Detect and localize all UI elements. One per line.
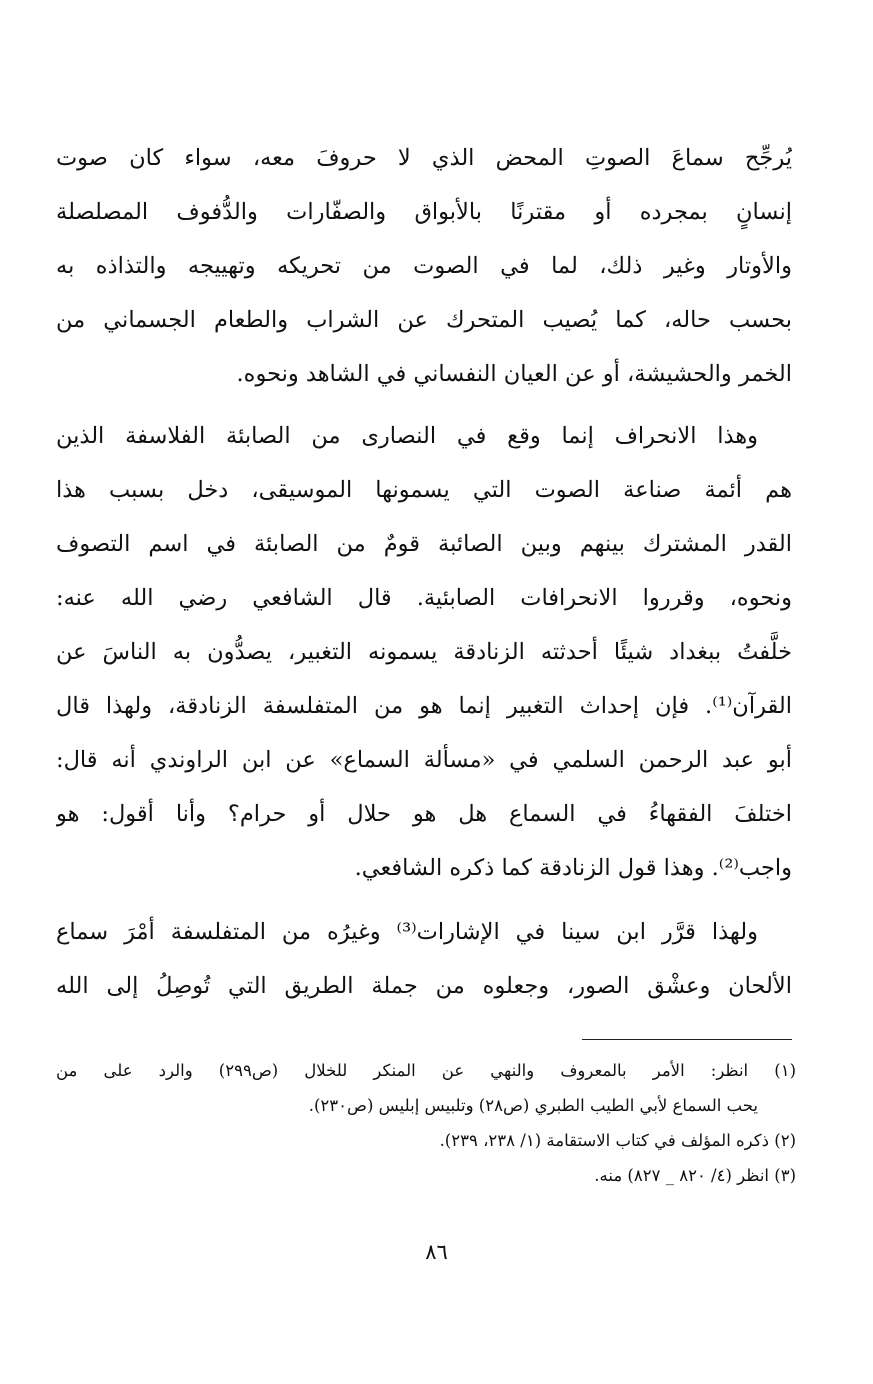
- text-line: إنسانٍ بمجرده أو مقترنًا بالأبواق والصفّارات والدُّفوف المصلصلة: [56, 199, 792, 225]
- footnote-separator: [582, 1039, 792, 1040]
- text-line: اختلفَ الفقهاءُ في السماع هل هو حلال أو حرام؟ وأنا أقول: هو: [56, 801, 792, 827]
- paragraph: [56, 131, 792, 401]
- footnote-1-continued: يحب السماع لأبي الطيب الطبري (ص٢٨) وتلبيس إبليس (ص٢٣٠).: [308, 1096, 758, 1115]
- text-line: والأوتار وغير ذلك، لما في الصوت من تحريكه وتهييجه والتذاذه به: [56, 253, 792, 279]
- text-line: هم أئمة صناعة الصوت التي يسمونها الموسيقى، دخل بسبب هذا: [56, 477, 792, 503]
- text-line: الخمر والحشيشة، أو عن العيان النفساني في الشاهد ونحوه.: [236, 361, 792, 387]
- text-line: الألحان وعشْق الصور، وجعلوه من جملة الطريق التي تُوصِلُ إلى الله: [56, 973, 792, 999]
- footnote-1: (١) انظر: الأمر بالمعروف والنهي عن المنكر للخلال (ص٢٩٩) والرد على من: [56, 1061, 796, 1080]
- footnotes: [56, 1053, 796, 1193]
- text-line: وهذا الانحراف إنما وقع في النصارى من الصابئة الفلاسفة الذين: [56, 423, 758, 449]
- text-line: أبو عبد الرحمن السلمي في «مسألة السماع» عن ابن الراوندي أنه قال:: [56, 747, 792, 773]
- text-line: ونحوه، وقرروا الانحرافات الصابئية. قال الشافعي رضي الله عنه:: [56, 585, 792, 611]
- paragraph: [56, 409, 792, 895]
- paragraph: [56, 905, 792, 1013]
- text-line: خلَّفتُ ببغداد شيئًا أحدثته الزنادقة يسمونه التغبير، يصدُّون به الناسَ عن: [56, 639, 792, 665]
- text-line: ولهذا قرَّر ابن سينا في الإشارات⁽³⁾ وغيرُه من المتفلسفة أمْرَ سماع: [56, 919, 758, 945]
- text-line: واجب⁽²⁾. وهذا قول الزنادقة كما ذكره الشافعي.: [354, 855, 792, 881]
- footnote-2: (٢) ذكره المؤلف في كتاب الاستقامة (١/ ٢٣٨، ٢٣٩).: [439, 1131, 796, 1150]
- page-number: ٨٦: [425, 1240, 448, 1264]
- text-line: القدر المشترك بينهم وبين الصائبة قومٌ من الصابئة في اسم التصوف: [56, 531, 792, 557]
- text-line: يُرجِّح سماعَ الصوتِ المحض الذي لا حروفَ معه، سواء كان صوت: [56, 145, 792, 171]
- footnote-3: (٣) انظر (٤/ ٨٢٠ _ ٨٢٧) منه.: [594, 1166, 796, 1185]
- text-line: القرآن⁽¹⁾. فإن إحداث التغبير إنما هو من المتفلسفة الزنادقة، ولهذا قال: [56, 693, 792, 719]
- text-line: بحسب حاله، كما يُصيب المتحرك عن الشراب والطعام الجسماني من: [56, 307, 792, 333]
